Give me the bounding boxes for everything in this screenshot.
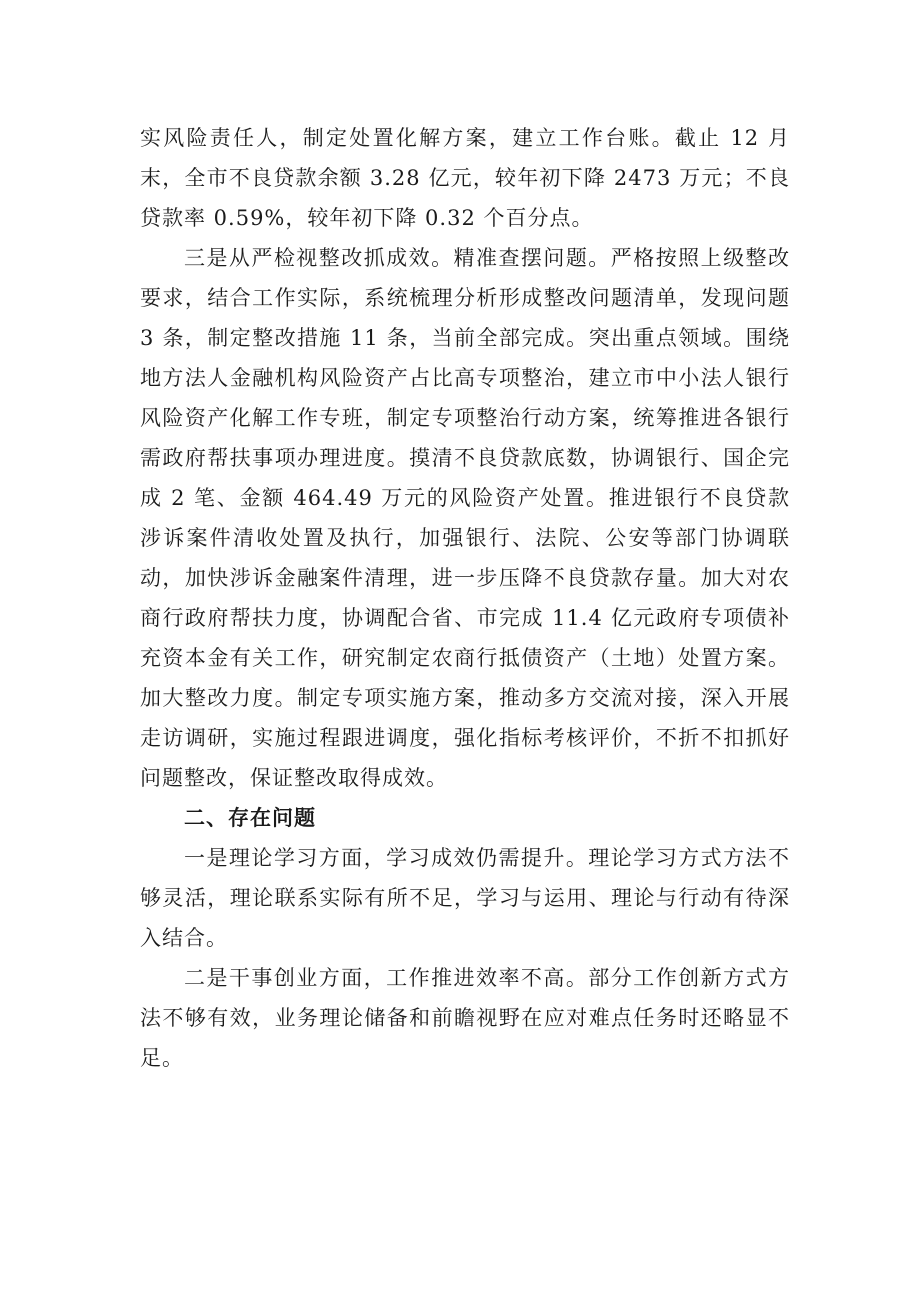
section-heading-existing-problems: 二、存在问题 — [184, 806, 316, 830]
paragraph-issue-two: 二是干事创业方面，工作推进效率不高。部分工作创新方式方法不够有效，业务理论储备和前瞻视野在应对难点任务时还略显不足。 — [140, 966, 790, 1070]
document-body — [140, 118, 790, 1078]
paragraph-point-three: 三是从严检视整改抓成效。精准查摆问题。严格按照上级整改要求，结合工作实际，系统梳理分析形成整改问题清单，发现问题 3 条，制定整改措施 11 条，当前全部完成。突出重点领域。围绕地方法人金融机构风险资产占比高专项整治，建立市中小法人银行风险资产化解工作专班，制定专项整治行动方案，统筹推进各银行需政府帮扶事项办理进度。摸清不良贷款底数，协调银行、国企完成 2 笔、金额 464.49 万元的风险资产处置。推进银行不良贷款涉诉案件清收处置及执行，加强银行、法院、公安等部门协调联动，加快涉诉金融案件清理，进一步压降不良贷款存量。加大对农商行政府帮扶力度，协调配合省、市完成 11.4 亿元政府专项债补充资本金有关工作，研究制定农商行抵债资产（土地）处置方案。加大整改力度。制定专项实施方案，推动多方交流对接，深入开展走访调研，实施过程跟进调度，强化指标考核评价，不折不扣抓好问题整改，保证整改取得成效。 — [140, 246, 790, 790]
paragraph-risk-continuation: 实风险责任人，制定处置化解方案，建立工作台账。截止 12 月末，全市不良贷款余额 3.28 亿元，较年初下降 2473 万元；不良贷款率 0.59%，较年初下降 0.32 个百分点。 — [140, 126, 790, 230]
paragraph-issue-one: 一是理论学习方面，学习成效仍需提升。理论学习方式方法不够灵活，理论联系实际有所不足，学习与运用、理论与行动有待深入结合。 — [140, 846, 790, 950]
